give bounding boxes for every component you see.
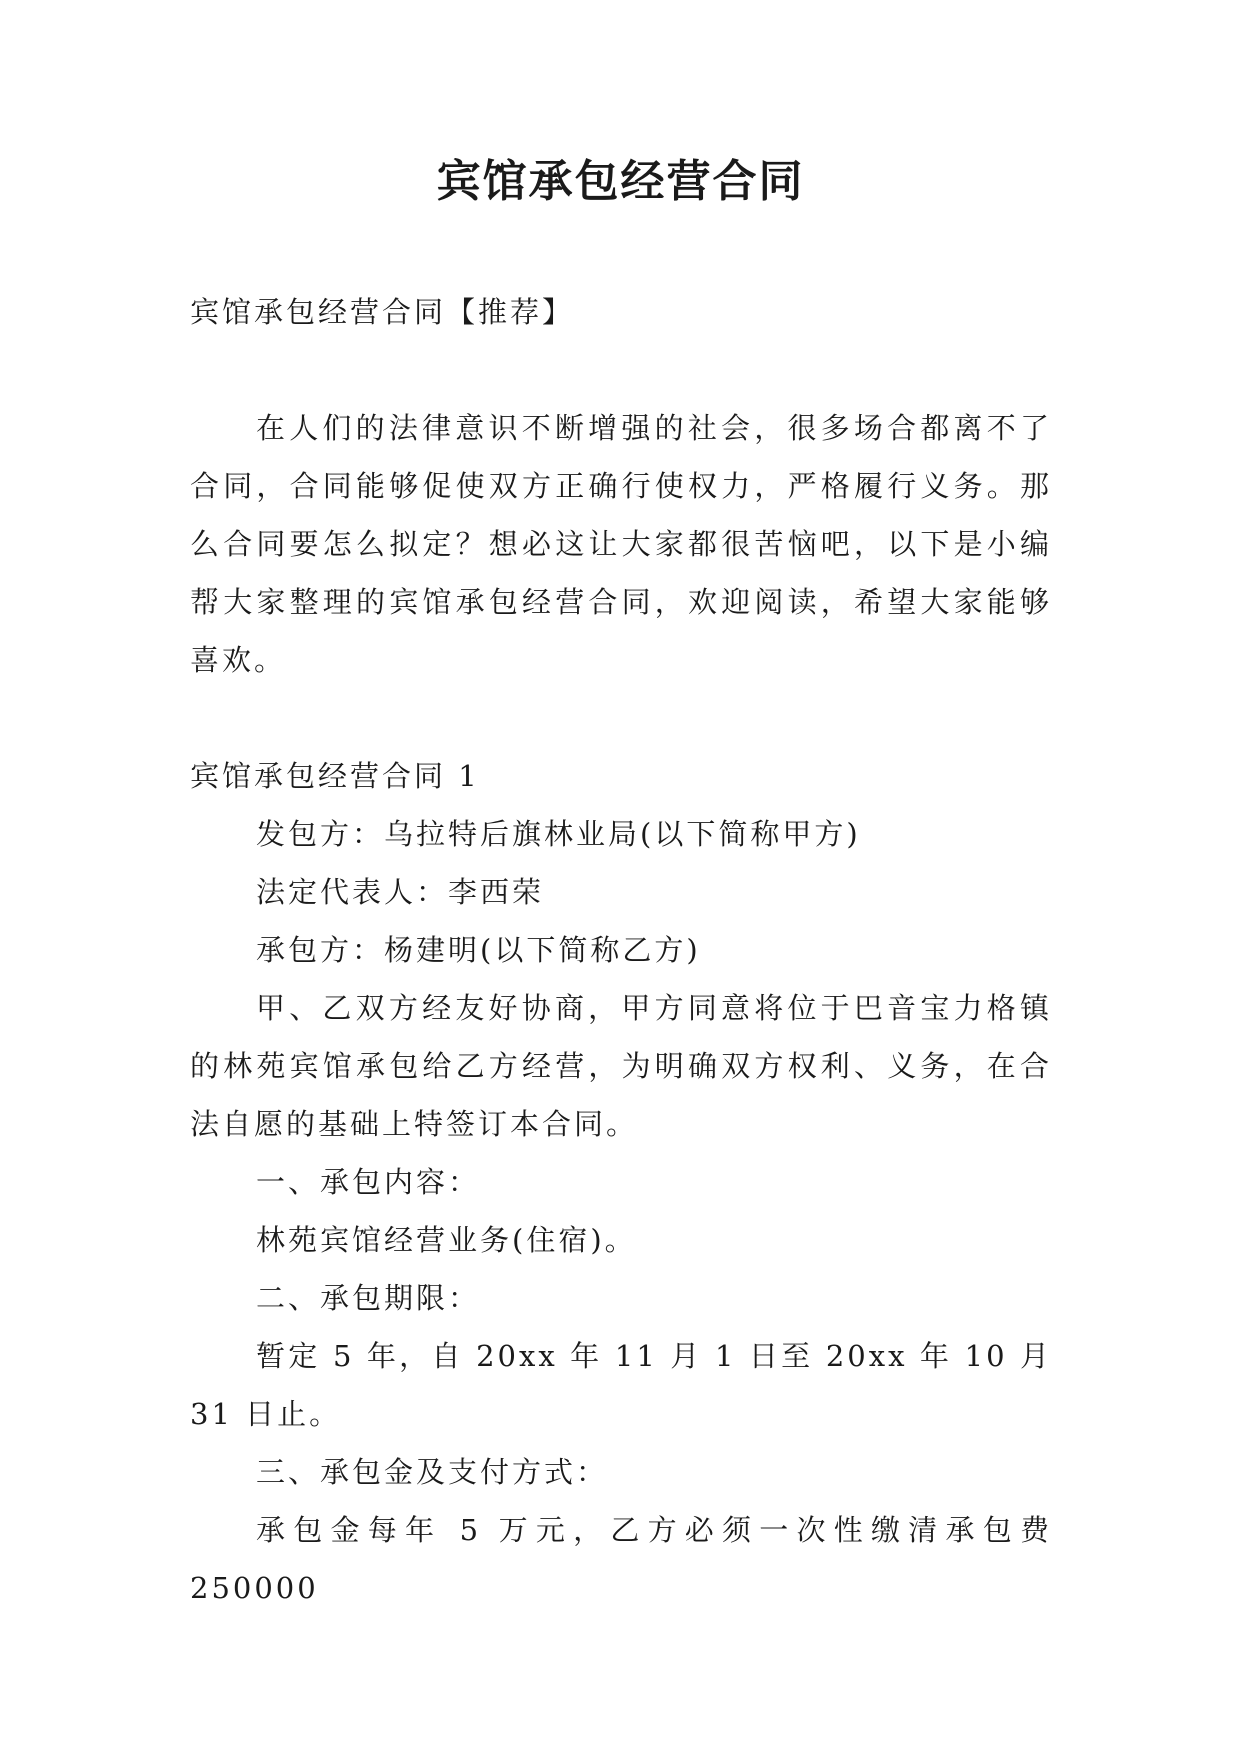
document-subtitle: 宾馆承包经营合同【推荐】: [190, 295, 575, 329]
clause-1-text: 林苑宾馆经营业务(住宿)。: [256, 1223, 637, 1257]
clause-2-text: 暂定 5 年，自 20xx 年 11 月 1 日至 20xx 年 10 月 31 日止。: [190, 1339, 1052, 1431]
clause-3-heading: 三、承包金及支付方式：: [256, 1455, 609, 1489]
clause-1-heading: 一、承包内容：: [256, 1165, 481, 1199]
clause-3-text: 承包金每年 5 万元，乙方必须一次性缴清承包费 250000: [190, 1513, 1052, 1605]
document-title: 宾馆承包经营合同: [436, 156, 805, 207]
section-heading: 宾馆承包经营合同 1: [190, 759, 480, 793]
party-b-line: 承包方：杨建明(以下简称乙方): [256, 933, 701, 967]
legal-representative-line: 法定代表人：李西荣: [256, 875, 545, 909]
preamble-paragraph: 甲、乙双方经友好协商，甲方同意将位于巴音宝力格镇的林苑宾馆承包给乙方经营，为明确双方权利、义务，在合法自愿的基础上特签订本合同。: [190, 991, 1052, 1141]
party-a-line: 发包方：乌拉特后旗林业局(以下简称甲方): [256, 817, 861, 851]
intro-paragraph: 在人们的法律意识不断增强的社会，很多场合都离不了合同，合同能够促使双方正确行使权力，严格履行义务。那么合同要怎么拟定？想必这让大家都很苦恼吧，以下是小编帮大家整理的宾馆承包经营合同，欢迎阅读，希望大家能够喜欢。: [190, 411, 1052, 677]
clause-2-heading: 二、承包期限：: [256, 1281, 481, 1315]
contract-body: [190, 747, 1052, 1617]
